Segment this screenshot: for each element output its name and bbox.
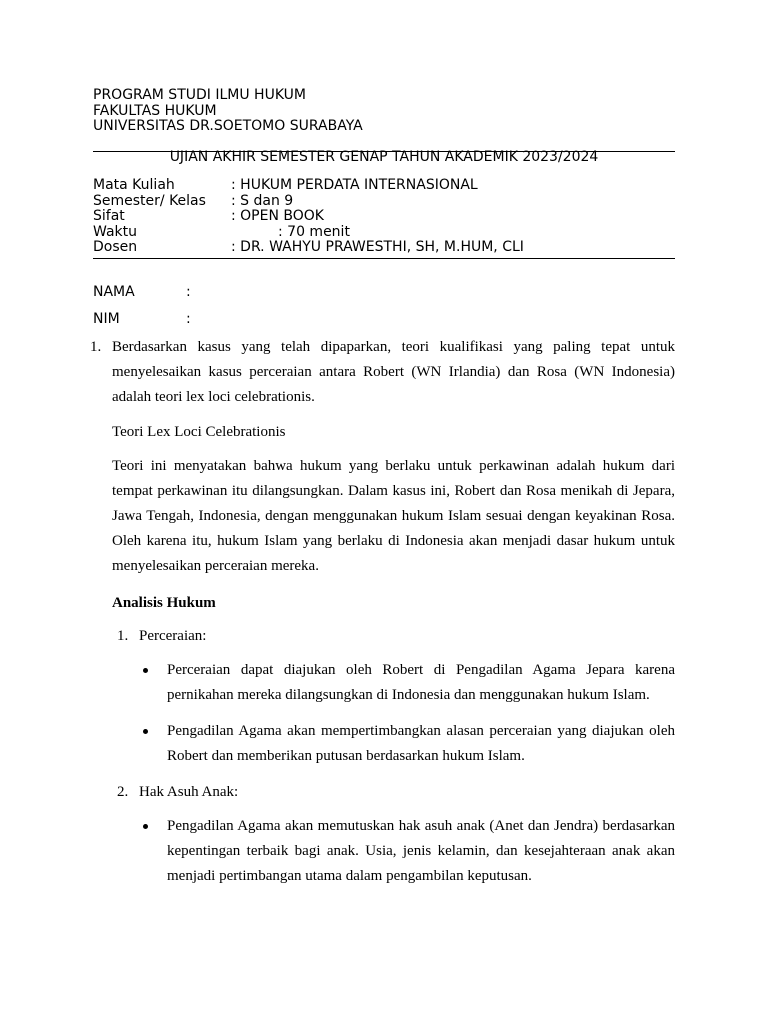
info-label: Waktu [93, 223, 137, 240]
analysis-number: 2. [117, 784, 129, 800]
analysis-number: 1. [117, 628, 129, 644]
header-program: PROGRAM STUDI ILMU HUKUM [93, 87, 306, 103]
info-value: : HUKUM PERDATA INTERNASIONAL [231, 177, 478, 193]
theory-heading: Teori Lex Loci Celebrationis [112, 424, 286, 440]
nim-label: NIM [93, 311, 120, 327]
nim-field[interactable] [93, 311, 191, 328]
info-value: : S dan 9 [231, 192, 294, 209]
name-colon: : [186, 284, 191, 300]
info-label: Sifat [93, 208, 125, 224]
bullet-icon [143, 729, 148, 734]
info-value: : OPEN BOOK [231, 208, 324, 224]
analysis-title: Perceraian: [139, 628, 207, 644]
info-value: : DR. WAHYU PRAWESTHI, SH, M.HUM, CLI [231, 239, 524, 255]
header-faculty: FAKULTAS HUKUM [93, 102, 217, 119]
nim-colon: : [186, 311, 191, 327]
analysis-title: Hak Asuh Anak: [139, 784, 239, 800]
info-label: Mata Kuliah [93, 177, 175, 193]
header-university: UNIVERSITAS DR.SOETOMO SURABAYA [93, 118, 363, 134]
bullet-icon [143, 668, 148, 673]
name-field[interactable] [93, 284, 191, 301]
analysis-bullet: Pengadilan Agama akan mempertimbangkan alasan perceraian yang diajukan oleh Robert dan memberikan putusan berdasarkan hukum Islam. [167, 723, 675, 764]
question-text: Berdasarkan kasus yang telah dipaparkan, teori kualifikasi yang paling tepat untuk menyelesaikan kasus perceraian antara Robert (WN Irlandia) dan Rosa (WN Indonesia) adalah teori lex loci celebrationis. [112, 339, 675, 405]
info-label: Semester/ Kelas [93, 192, 206, 209]
bullet-icon [143, 824, 148, 829]
question-number: 1. [90, 339, 102, 355]
info-value: : 70 menit [278, 223, 350, 240]
name-label: NAMA [93, 284, 135, 300]
analysis-heading: Analisis Hukum [112, 595, 216, 611]
info-label: Dosen [93, 239, 138, 255]
bottom-rule [93, 258, 675, 259]
analysis-bullet: Pengadilan Agama akan memutuskan hak asuh anak (Anet dan Jendra) berdasarkan kepentingan terbaik bagi anak. Usia, jenis kelamin, dan kesejahteraan anak akan menjadi pertimbangan utama dalam pengambilan keputusan. [167, 818, 675, 884]
exam-title: UJIAN AKHIR SEMESTER GENAP TAHUN AKADEMIK 2023/2024 [169, 149, 599, 165]
analysis-bullet: Perceraian dapat diajukan oleh Robert di Pengadilan Agama Jepara karena pernikahan mereka dilangsungkan di Indonesia dan menggunakan hukum Islam. [167, 662, 675, 703]
theory-paragraph: Teori ini menyatakan bahwa hukum yang berlaku untuk perkawinan adalah hukum dari tempat perkawinan itu dilangsungkan. Dalam kasus ini, Robert dan Rosa menikah di Jepara, Jawa Tengah, Indonesia, dengan menggunakan hukum Islam sesuai dengan keyakinan Rosa. Oleh karena itu, hukum Islam yang berlaku di Indonesia akan menjadi dasar hukum untuk menyelesaikan perceraian mereka. [112, 458, 675, 574]
